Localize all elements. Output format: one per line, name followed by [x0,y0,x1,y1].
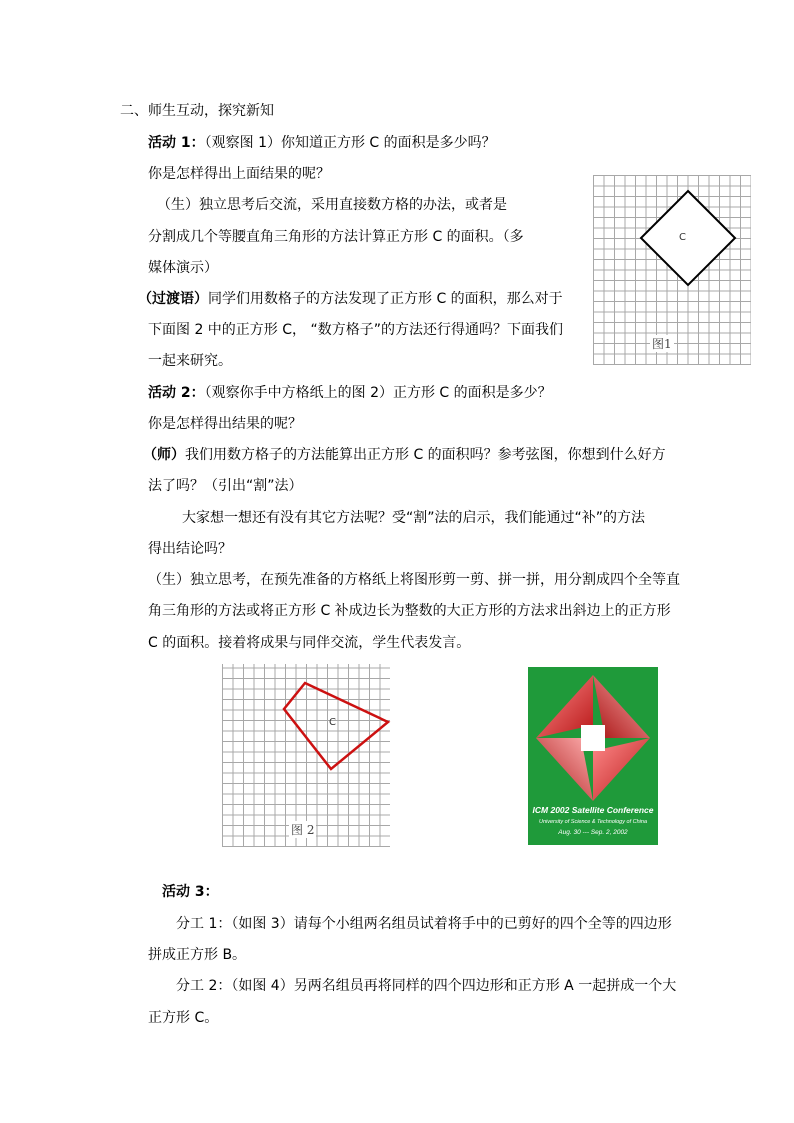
transition-label: （过渡语） [138,291,208,307]
figure2-square-label: C [329,717,336,728]
activity1-paragraph-line1: （生）独立思考后交流，采用直接数方格的办法，或者是 [157,197,507,213]
figure2-caption: 图 2 [291,823,315,837]
activity2-student-line1: （生）独立思考，在预先准备的方格纸上将图形剪一剪、拼一拼，用分割成四个全等直 [148,572,680,588]
activity1-q1-text: （观察图 1）你知道正方形 C 的面积是多少吗？ [204,135,496,151]
activity2-label: 活动 2： [148,385,205,401]
activity2-teacher-line2: 法了吗？（引出“割”法） [148,478,303,494]
activity2-teacher-line1-text: 我们用数方格子的方法能算出正方形 C 的面积吗？参考弦图，你想到什么好方 [185,447,666,463]
transition-line2: 下面图 2 中的正方形 C， “数方格子”的方法还行得通吗？下面我们 [148,322,563,338]
activity1-question2: 你是怎样得出上面结果的呢？ [148,166,330,182]
activity2-teacher-line4: 得出结论吗？ [148,541,232,557]
activity2-student-line3: C 的面积。接着将成果与同伴交流，学生代表发言。 [148,635,471,651]
poster-dates: Aug. 30 --- Sep. 2, 2002 [558,829,628,836]
activity3-label: 活动 3： [162,884,219,900]
activity2-q1-text: （观察你手中方格纸上的图 2）正方形 C 的面积是多少？ [204,385,552,401]
conference-poster [528,667,658,845]
activity2-question2: 你是怎样得出结果的呢？ [148,416,302,432]
activity2-student-line2: 角三角形的方法或将正方形 C 补成边长为整数的大正方形的方法求出斜边上的正方形 [148,603,671,619]
division1-line1 [176,914,672,934]
activity1-question1 [148,133,496,153]
section-title: 二、师生互动，探究新知 [120,103,274,119]
division2-line2: 正方形 C。 [148,1010,219,1026]
activity1-paragraph-line3: 媒体演示） [148,260,218,276]
division2-label: 分工 2： [176,978,232,994]
figure2-drawing [222,664,390,847]
activity2-teacher-line3: 大家想一想还有没有其它方法呢？受“割”法的启示，我们能通过“补”的方法 [182,510,646,526]
division1-line1-text: （如图 3）请每个小组两名组员试着将手中的已剪好的四个全等的四边形 [231,916,672,932]
poster-center-square [581,725,605,751]
figure2-square [284,683,388,769]
transition-line1-text: 同学们用数格子的方法发现了正方形 C 的面积，那么对于 [208,291,563,307]
activity2-question1 [148,383,552,403]
activity2-teacher-line1 [143,445,666,465]
figure1-caption: 图1 [652,337,672,351]
division1-label: 分工 1： [176,916,232,932]
activity1-paragraph-line2: 分割成几个等腰直角三角形的方法计算正方形 C 的面积。（多 [148,229,524,245]
division2-line1 [176,976,676,996]
poster-title: ICM 2002 Satellite Conference [532,805,654,815]
teacher-label: （师） [143,447,185,463]
figure1-grid [593,175,751,365]
division1-line2: 拼成正方形 B。 [148,947,247,963]
figure1-square-label: C [679,232,686,243]
transition-line1 [138,289,563,309]
poster-university: University of Science & Technology of China [538,819,648,825]
activity1-label: 活动 1： [148,135,205,151]
division2-line1-text: （如图 4）另两名组员再将同样的四个四边形和正方形 A 一起拼成一个大 [231,978,677,994]
figure2-grid [222,664,390,847]
figure1-square [641,191,735,285]
transition-line3: 一起来研究。 [148,353,232,369]
